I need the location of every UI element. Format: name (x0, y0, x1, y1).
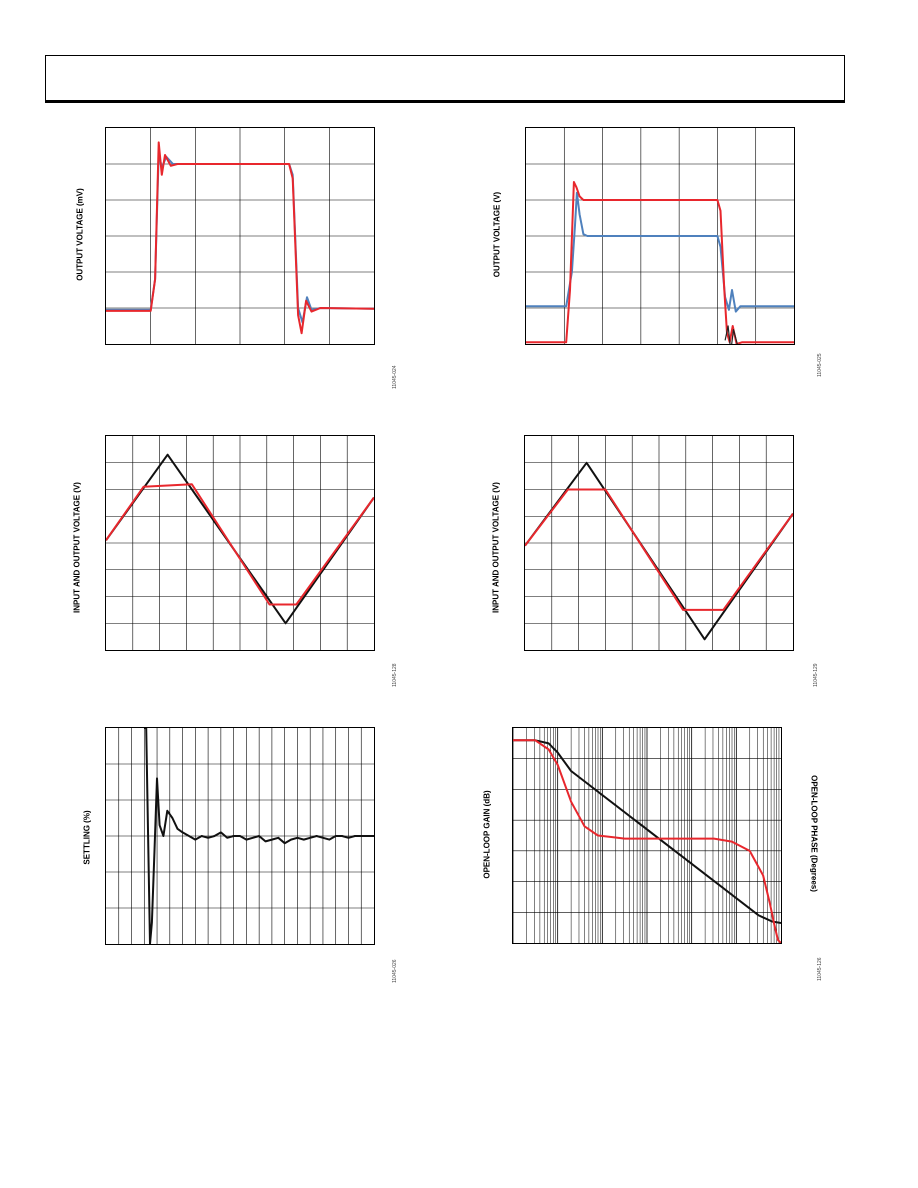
plot-svg-5 (106, 728, 374, 944)
page-header-frame (45, 55, 845, 103)
plot-svg-2 (526, 128, 794, 344)
y-axis-label-3: INPUT AND OUTPUT VOLTAGE (V) (72, 482, 82, 613)
plot-svg-3 (106, 436, 374, 650)
plot-svg-1 (106, 128, 374, 344)
gridlines (525, 436, 793, 650)
plot-svg-4 (525, 436, 793, 650)
series-line-1 (526, 193, 794, 312)
plot-area-2 (525, 127, 795, 345)
figure-code-3: 11045-128 (392, 663, 398, 687)
plot-area-4 (524, 435, 794, 651)
plot-area-6 (512, 727, 782, 944)
plot-svg-6 (513, 728, 781, 943)
figure-code-4: 11045-129 (813, 663, 819, 687)
plot-area-3 (105, 435, 375, 651)
figure-code-5: 11045-026 (392, 959, 398, 983)
y-axis-label-left-6: OPEN-LOOP GAIN (dB) (482, 790, 492, 879)
figure-code-2: 11045-025 (817, 353, 823, 377)
y-axis-label-4: INPUT AND OUTPUT VOLTAGE (V) (491, 482, 501, 613)
gridlines (513, 728, 781, 943)
figure-code-1: 11045-024 (392, 365, 398, 389)
figure-code-6: 11045-126 (817, 957, 823, 981)
y-axis-label-right-6: OPEN-LOOP PHASE (Degrees) (809, 775, 819, 892)
y-axis-label-5: SETTLING (%) (82, 810, 92, 865)
plot-area-1 (105, 127, 375, 345)
plot-area-5 (105, 727, 375, 945)
y-axis-label-1: OUTPUT VOLTAGE (mV) (75, 188, 85, 281)
y-axis-label-2: OUTPUT VOLTAGE (V) (492, 191, 502, 278)
series-line-2 (526, 182, 794, 344)
gridlines (106, 436, 374, 650)
